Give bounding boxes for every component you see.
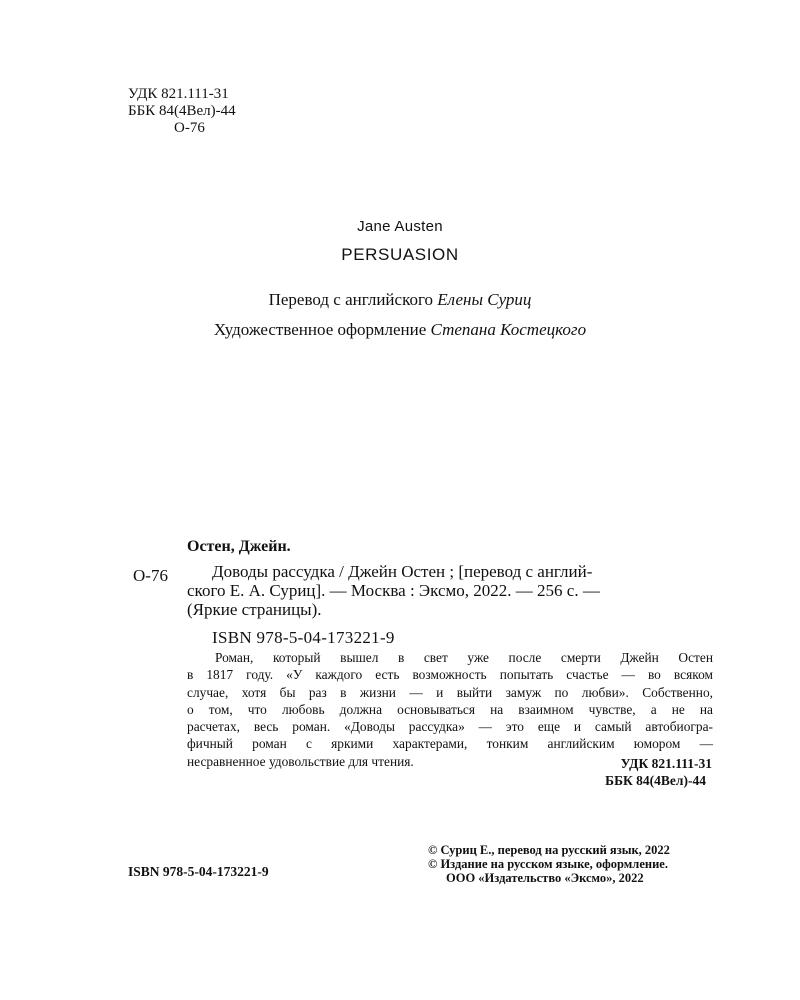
annotation-line: Роман, который вышел в свет уже после смерти Джейн Остен (215, 650, 713, 665)
bib-description (187, 562, 712, 619)
bib-classification (560, 755, 712, 789)
bib-author-mark: О-76 (133, 566, 168, 585)
translation-credit (0, 290, 800, 310)
author-mark: О-76 (174, 120, 205, 136)
design-prefix: Художественное оформление (213, 320, 427, 339)
title-english: PERSUASION (341, 245, 459, 264)
copyright-block (428, 843, 670, 885)
annotation-line: расчетах, весь роман. «Доводы рассудка» — это еще и самый автобиогра- (187, 719, 713, 735)
design-credit (0, 320, 800, 340)
translator-name: Елены Суриц (437, 290, 532, 309)
bib-udk: УДК 821.111-31 (620, 756, 712, 771)
annotation-line: фичный роман с яркими характерами, тонким английским юмором — (187, 736, 713, 752)
annotation-line: в 1817 году. «У каждого есть возможность попытать счастье — во всяком (187, 667, 713, 683)
translation-prefix: Перевод с английского (268, 290, 434, 309)
bib-isbn: ISBN 978-5-04-173221-9 (212, 628, 395, 647)
copyright-line: ООО «Издательство «Эксмо», 2022 (446, 871, 644, 885)
footer-isbn: ISBN 978-5-04-173221-9 (128, 864, 269, 879)
bib-line-1: Доводы рассудка / Джейн Остен ; [перевод с англий- (212, 562, 593, 581)
designer-name: Степана Костецкого (430, 320, 587, 339)
bib-bbk: ББК 84(4Вел)-44 (605, 773, 706, 788)
author-english: Jane Austen (357, 218, 443, 235)
annotation (187, 649, 713, 770)
annotation-line: случае, хотя бы раз в жизни — и выйти замуж по любви». Собственно, (187, 684, 713, 700)
annotation-line: несравненное удовольствие для чтения. (187, 753, 414, 769)
bib-author: Остен, Джейн. (187, 538, 291, 555)
bib-line-3: (Яркие страницы). (187, 600, 322, 619)
top-classification-codes (128, 86, 236, 137)
copyright-line: © Издание на русском языке, оформление. (428, 857, 668, 871)
copyright-line: © Суриц Е., перевод на русский язык, 2022 (428, 843, 670, 857)
bib-line-2: ского Е. А. Суриц]. — Москва : Эксмо, 2022. — 256 с. — (187, 581, 600, 600)
udk-code: УДК 821.111-31 (128, 86, 229, 102)
annotation-line: о том, что любовь должна основываться на взаимном чувстве, а не на (187, 701, 713, 717)
bbk-code: ББК 84(4Вел)-44 (128, 103, 236, 119)
